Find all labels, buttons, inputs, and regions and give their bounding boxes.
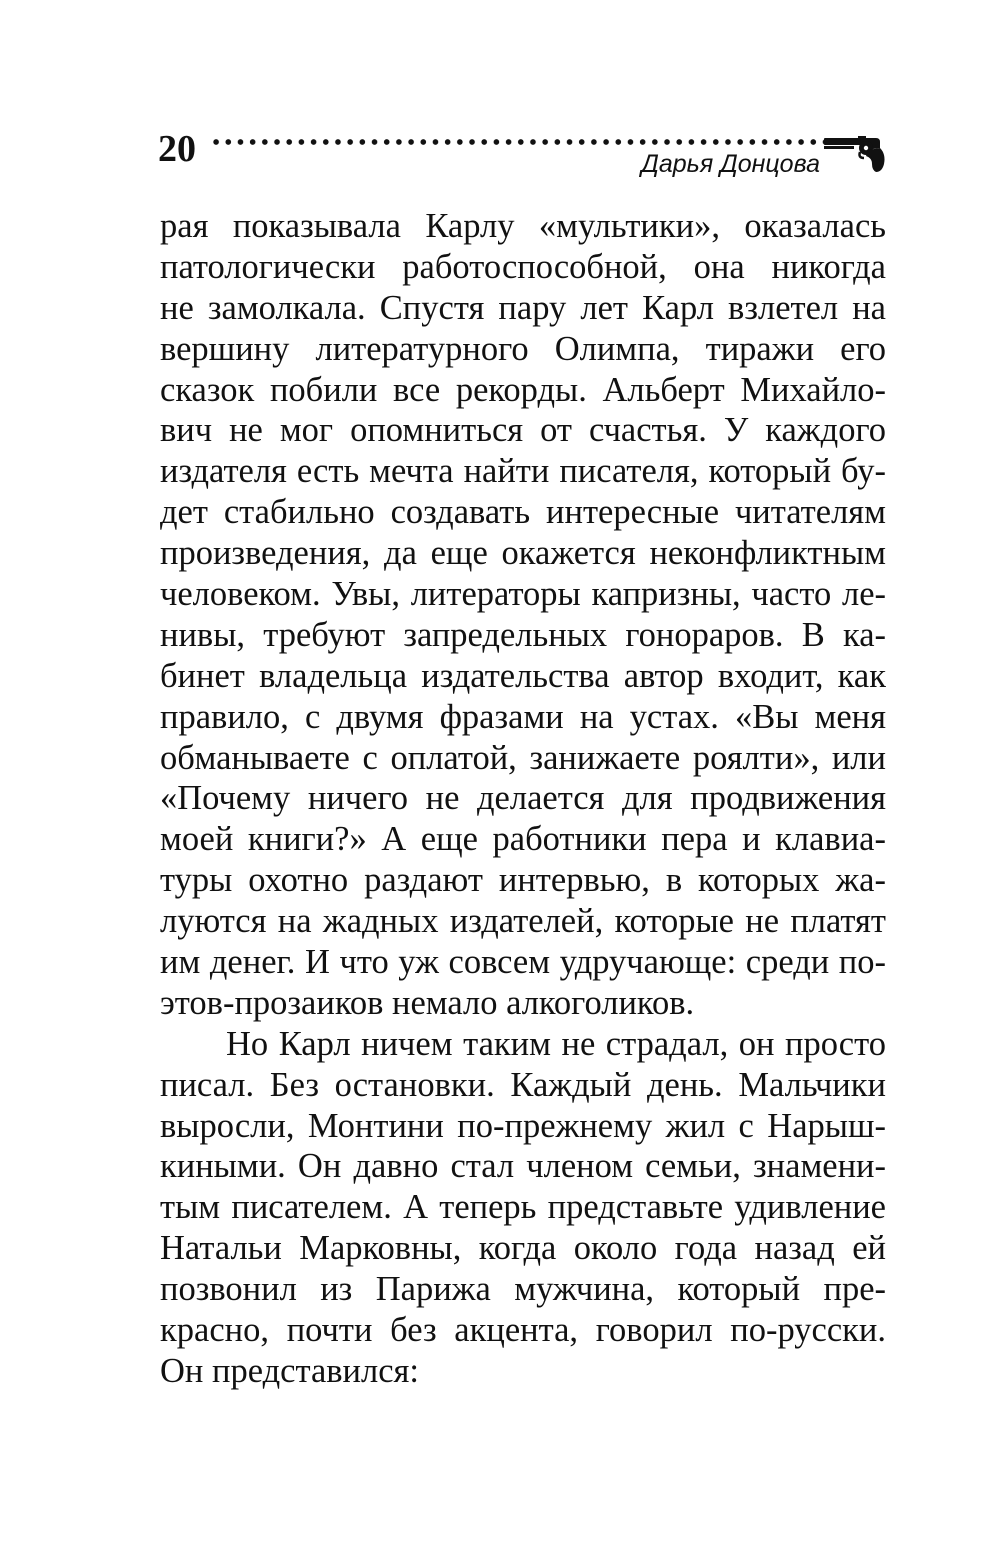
text-line: этов-прозаиков немало алкоголиков.	[160, 983, 695, 1022]
body-text	[160, 206, 886, 1392]
text-line: красно, почти без акцента, говорил по-русски.	[160, 1311, 886, 1350]
text-line: вич не мог опомниться от счастья. У каждого	[160, 411, 886, 450]
paragraph-1	[160, 206, 886, 1024]
author-name: Дарья Донцова	[641, 150, 820, 178]
text-line: «Почему ничего не делается для продвижения	[160, 779, 886, 818]
text-line: обманываете с оплатой, занижаете роялти», или	[160, 738, 886, 777]
text-line: человеком. Увы, литераторы капризны, часто ле-	[160, 575, 886, 614]
text-line: туры охотно раздают интервью, в которых жа-	[160, 861, 886, 900]
text-line: позвонил из Парижа мужчина, который пре-	[160, 1270, 886, 1309]
text-line: патологически работоспособной, она никогда	[160, 247, 886, 286]
text-line: бинет владельца издательства автор входит, как	[160, 656, 886, 695]
text-line: нивы, требуют запредельных гонораров. В ка-	[160, 615, 886, 654]
page-number: 20	[158, 128, 196, 170]
text-line: им денег. И что уж совсем удручающе: среди по-	[160, 943, 886, 982]
text-line: дет стабильно создавать интересные читателям	[160, 493, 886, 532]
text-line: рая показывала Карлу «мультики», оказалась	[160, 207, 886, 245]
text-line: тым писателем. А теперь представьте удивление	[160, 1188, 886, 1227]
text-line: вершину литературного Олимпа, тиражи его	[160, 329, 886, 368]
text-line: Натальи Марковны, когда около года назад ей	[160, 1229, 886, 1268]
text-line: сказок побили все рекорды. Альберт Михайло-	[160, 370, 886, 409]
text-line: луются на жадных издателей, которые не платят	[160, 902, 886, 941]
text-line: Он представился:	[160, 1351, 419, 1390]
revolver-icon	[822, 128, 888, 174]
text-line: писал. Без остановки. Каждый день. Мальчики	[160, 1065, 886, 1104]
text-line: правило, с двумя фразами на устах. «Вы меня	[160, 697, 886, 736]
text-line: выросли, Монтини по-прежнему жил с Нарыш-	[160, 1106, 886, 1145]
text-line: киными. Он давно стал членом семьи, знамени-	[160, 1147, 886, 1186]
text-line: произведения, да еще окажется неконфликтным	[160, 534, 886, 573]
text-line: издателя есть мечта найти писателя, который бу-	[160, 452, 886, 491]
text-line: не замолкала. Спустя пару лет Карл взлетел на	[160, 288, 886, 327]
running-header	[158, 128, 888, 188]
dotted-rule	[210, 138, 832, 146]
paragraph-2	[160, 1024, 886, 1392]
text-line: моей книги?» А еще работники пера и клавиа-	[160, 820, 886, 859]
text-line: Но Карл ничем таким не страдал, он просто	[226, 1024, 886, 1063]
